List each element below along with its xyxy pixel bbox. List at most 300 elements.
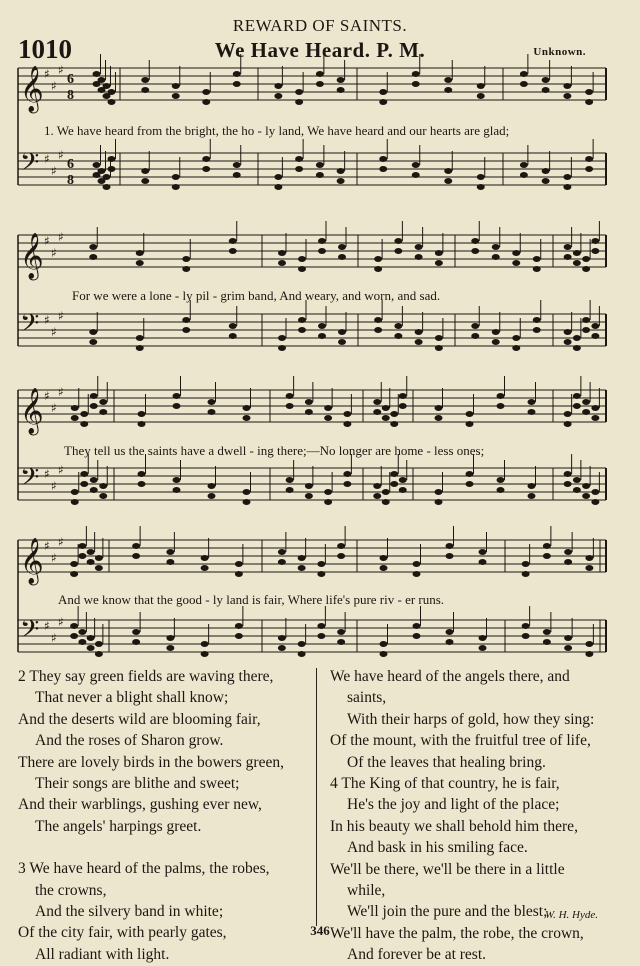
note-head <box>208 483 216 489</box>
note-head <box>520 81 528 87</box>
note-head <box>89 329 97 335</box>
note-head <box>343 471 351 477</box>
note-head <box>243 405 251 411</box>
lyric-line: For we were a lone - ly pil - grim band, And weary, and worn, and sad. <box>72 288 441 303</box>
note-head <box>582 327 590 333</box>
note-head <box>564 329 572 335</box>
note-head <box>229 323 237 329</box>
note-head <box>444 77 452 83</box>
note-head <box>374 256 382 262</box>
note-head <box>89 254 97 260</box>
note-head <box>305 483 313 489</box>
note-head <box>585 651 593 657</box>
note-head <box>497 487 505 493</box>
note-head <box>89 244 97 250</box>
note-head <box>380 641 388 647</box>
note-head <box>415 254 423 260</box>
note-head <box>98 77 106 83</box>
note-head <box>201 651 209 657</box>
note-head <box>298 327 306 333</box>
note-head <box>390 411 398 417</box>
note-head <box>564 645 572 651</box>
note-head <box>141 168 149 174</box>
note-head <box>138 421 146 427</box>
note-head <box>182 256 190 262</box>
note-head <box>235 571 243 577</box>
note-head <box>208 493 216 499</box>
note-head <box>298 256 306 262</box>
note-head <box>412 71 420 77</box>
note-head <box>492 254 500 260</box>
note-head <box>141 178 149 184</box>
composer-credit: Unknown. <box>533 46 586 58</box>
note-head <box>343 481 351 487</box>
note-head <box>497 403 505 409</box>
note-head <box>278 335 286 341</box>
note-head <box>70 561 78 567</box>
note-head <box>173 403 181 409</box>
note-head <box>103 174 111 180</box>
note-head <box>87 549 95 555</box>
note-head <box>497 477 505 483</box>
note-head <box>542 77 550 83</box>
note-head <box>132 639 140 645</box>
note-head <box>471 333 479 339</box>
note-head <box>582 493 590 499</box>
note-head <box>243 489 251 495</box>
note-head <box>435 260 443 266</box>
note-head <box>543 639 551 645</box>
note-head <box>78 629 86 635</box>
note-head <box>492 339 500 345</box>
note-head <box>520 162 528 168</box>
note-head <box>591 323 599 329</box>
note-head <box>512 345 520 351</box>
sharp-sign: ♯ <box>44 313 50 327</box>
note-head <box>108 89 116 95</box>
bass-clef: 𝄢 <box>20 463 40 498</box>
note-head <box>379 89 387 95</box>
note-head <box>166 549 174 555</box>
note-head <box>202 156 210 162</box>
note-head <box>446 629 454 635</box>
note-head <box>512 260 520 266</box>
note-head <box>278 635 286 641</box>
note-head <box>71 489 79 495</box>
note-head <box>278 549 286 555</box>
note-head <box>374 317 382 323</box>
note-head <box>412 81 420 87</box>
sharp-sign: ♯ <box>58 463 64 477</box>
note-head <box>278 250 286 256</box>
verse-line: while, <box>347 882 386 900</box>
note-head <box>413 561 421 567</box>
note-head <box>471 248 479 254</box>
note-head <box>274 184 282 190</box>
note-head <box>295 99 303 105</box>
note-head <box>471 238 479 244</box>
note-head <box>573 477 581 483</box>
note-head <box>278 645 286 651</box>
note-head <box>298 317 306 323</box>
note-head <box>413 571 421 577</box>
note-head <box>80 481 88 487</box>
note-head <box>533 266 541 272</box>
verse-line: And their warblings, gushing ever new, <box>18 796 262 814</box>
note-head <box>435 415 443 421</box>
verse-line: He's the joy and light of the place; <box>347 796 560 814</box>
note-head <box>435 405 443 411</box>
note-head <box>136 335 144 341</box>
note-head <box>563 174 571 180</box>
note-head <box>373 493 381 499</box>
note-head <box>512 335 520 341</box>
note-head <box>87 635 95 641</box>
note-head <box>591 333 599 339</box>
note-head <box>573 393 581 399</box>
note-head <box>390 481 398 487</box>
note-head <box>298 266 306 272</box>
note-head <box>90 487 98 493</box>
note-head <box>208 399 216 405</box>
verse-line: In his beauty we shall behold him there, <box>330 817 578 835</box>
verse-line: 3 We have heard of the palms, the robes, <box>18 860 270 878</box>
note-head <box>479 559 487 565</box>
note-head <box>477 83 485 89</box>
note-head <box>233 71 241 77</box>
note-head <box>337 553 345 559</box>
sharp-sign: ♯ <box>58 230 64 244</box>
note-head <box>522 623 530 629</box>
note-head <box>563 83 571 89</box>
note-head <box>522 571 530 577</box>
note-head <box>379 156 387 162</box>
note-head <box>132 553 140 559</box>
note-head <box>298 641 306 647</box>
note-head <box>338 339 346 345</box>
note-head <box>201 565 209 571</box>
note-head <box>446 553 454 559</box>
note-head <box>202 99 210 105</box>
verse-line: There are lovely birds in the bowers green, <box>18 753 284 771</box>
note-head <box>591 248 599 254</box>
note-head <box>585 555 593 561</box>
note-head <box>564 481 572 487</box>
note-head <box>93 162 101 168</box>
sharp-sign: ♯ <box>58 615 64 629</box>
note-head <box>229 248 237 254</box>
author-attribution: W. H. Hyde. <box>544 909 598 921</box>
note-head <box>394 323 402 329</box>
note-head <box>173 487 181 493</box>
verse-line: And the deserts wild are blooming fair, <box>18 710 261 728</box>
note-head <box>95 555 103 561</box>
note-head <box>563 93 571 99</box>
note-head <box>390 421 398 427</box>
verse-line: And the roses of Sharon grow. <box>35 732 224 750</box>
note-head <box>80 411 88 417</box>
note-head <box>477 174 485 180</box>
page-number: 346 <box>310 923 330 938</box>
sharp-sign: ♯ <box>51 631 57 645</box>
note-head <box>435 489 443 495</box>
note-head <box>235 561 243 567</box>
note-head <box>563 184 571 190</box>
note-head <box>573 345 581 351</box>
hymn-title: We Have Heard. P. M. <box>214 38 426 62</box>
note-head <box>444 178 452 184</box>
note-head <box>573 403 581 409</box>
note-head <box>202 89 210 95</box>
note-head <box>243 499 251 505</box>
note-head <box>305 493 313 499</box>
note-head <box>138 411 146 417</box>
note-head <box>316 81 324 87</box>
note-head <box>295 156 303 162</box>
note-head <box>522 633 530 639</box>
note-head <box>520 71 528 77</box>
note-head <box>243 415 251 421</box>
note-head <box>591 405 599 411</box>
note-head <box>99 399 107 405</box>
note-head <box>89 339 97 345</box>
note-head <box>444 87 452 93</box>
note-head <box>585 565 593 571</box>
sharp-sign: ♯ <box>44 67 50 81</box>
note-head <box>582 317 590 323</box>
treble-clef: 𝄞 <box>20 388 44 434</box>
note-head <box>278 345 286 351</box>
note-head <box>585 156 593 162</box>
note-head <box>528 409 536 415</box>
note-head <box>173 393 181 399</box>
treble-clef: 𝄞 <box>20 538 44 584</box>
note-head <box>373 399 381 405</box>
note-head <box>479 635 487 641</box>
note-head <box>533 256 541 262</box>
note-head <box>477 93 485 99</box>
note-head <box>317 633 325 639</box>
note-head <box>564 254 572 260</box>
note-head <box>90 477 98 483</box>
note-head <box>324 499 332 505</box>
note-head <box>497 393 505 399</box>
note-head <box>492 329 500 335</box>
note-head <box>80 471 88 477</box>
sharp-sign: ♯ <box>51 479 57 493</box>
note-head <box>70 633 78 639</box>
note-head <box>295 89 303 95</box>
verse-line: We'll have the palm, the robe, the crown, <box>330 924 584 942</box>
verse-line: Their songs are blithe and sweet; <box>35 775 240 793</box>
note-head <box>337 168 345 174</box>
sharp-sign: ♯ <box>51 246 57 260</box>
note-head <box>528 493 536 499</box>
verse-line <box>18 837 284 858</box>
note-head <box>324 415 332 421</box>
note-head <box>316 162 324 168</box>
sharp-sign: ♯ <box>51 164 57 178</box>
note-head <box>390 471 398 477</box>
note-head <box>522 561 530 567</box>
note-head <box>138 471 146 477</box>
hymn-number: 1010 <box>18 34 72 64</box>
note-head <box>201 641 209 647</box>
note-head <box>415 339 423 345</box>
note-head <box>235 633 243 639</box>
note-head <box>87 645 95 651</box>
note-head <box>399 403 407 409</box>
sharp-sign: ♯ <box>58 385 64 399</box>
note-head <box>399 487 407 493</box>
note-head <box>278 260 286 266</box>
note-head <box>98 168 106 174</box>
note-head <box>70 571 78 577</box>
section-title: REWARD OF SAINTS. <box>232 16 408 35</box>
note-head <box>399 393 407 399</box>
note-head <box>373 409 381 415</box>
note-head <box>564 339 572 345</box>
note-head <box>582 266 590 272</box>
sharp-sign: ♯ <box>44 389 50 403</box>
note-head <box>373 483 381 489</box>
note-head <box>542 178 550 184</box>
note-head <box>446 639 454 645</box>
note-head <box>379 99 387 105</box>
note-head <box>70 623 78 629</box>
note-head <box>542 168 550 174</box>
note-head <box>585 166 593 172</box>
note-head <box>298 651 306 657</box>
note-head <box>477 184 485 190</box>
note-head <box>380 565 388 571</box>
note-head <box>520 172 528 178</box>
note-head <box>533 327 541 333</box>
lyric-line: 1. We have heard from the bright, the ho - ly land, We have heard and our hearts are glad; <box>44 123 510 138</box>
note-head <box>582 256 590 262</box>
time-signature: 6 <box>67 157 74 172</box>
note-head <box>343 411 351 417</box>
note-head <box>166 645 174 651</box>
treble-clef: 𝄞 <box>20 66 44 112</box>
note-head <box>466 421 474 427</box>
note-head <box>298 555 306 561</box>
note-head <box>564 559 572 565</box>
note-head <box>201 555 209 561</box>
note-head <box>172 174 180 180</box>
sharp-sign: ♯ <box>51 79 57 93</box>
sharp-sign: ♯ <box>51 551 57 565</box>
note-head <box>90 403 98 409</box>
note-head <box>413 633 421 639</box>
lyric-line: They tell us the saints have a dwell - ing there;—No longer are home - less ones; <box>64 443 485 458</box>
note-head <box>543 629 551 635</box>
note-head <box>337 77 345 83</box>
note-head <box>229 238 237 244</box>
note-head <box>394 333 402 339</box>
note-head <box>233 162 241 168</box>
note-head <box>136 250 144 256</box>
verse-line: 2 They say green fields are waving there, <box>18 668 274 685</box>
note-head <box>374 266 382 272</box>
verse-line: We have heard of the angels there, and <box>330 668 570 685</box>
verses-left-column <box>18 666 284 965</box>
note-head <box>573 250 581 256</box>
note-head <box>337 543 345 549</box>
note-head <box>286 477 294 483</box>
note-head <box>132 543 140 549</box>
verse-line: The angels' harpings greet. <box>35 817 202 835</box>
time-signature: 8 <box>67 88 74 103</box>
verse-line: Of the mount, with the fruitful tree of life, <box>330 732 591 750</box>
note-head <box>543 543 551 549</box>
note-head <box>298 565 306 571</box>
note-head <box>338 329 346 335</box>
note-head <box>235 623 243 629</box>
note-head <box>585 641 593 647</box>
note-head <box>591 489 599 495</box>
note-head <box>435 250 443 256</box>
sharp-sign: ♯ <box>58 309 64 323</box>
note-head <box>564 411 572 417</box>
note-head <box>99 409 107 415</box>
note-head <box>78 553 86 559</box>
sharp-sign: ♯ <box>44 539 50 553</box>
verse-line: And the silvery band in white; <box>35 903 224 921</box>
note-head <box>71 415 79 421</box>
verse-line: 4 The King of that country, he is fair, <box>330 775 560 793</box>
note-head <box>564 244 572 250</box>
note-head <box>316 172 324 178</box>
note-head <box>413 623 421 629</box>
treble-clef: 𝄞 <box>20 233 44 279</box>
note-head <box>337 629 345 635</box>
note-head <box>233 81 241 87</box>
note-head <box>90 393 98 399</box>
verse-line: And bask in his smiling face. <box>347 839 528 857</box>
note-head <box>466 411 474 417</box>
note-head <box>172 184 180 190</box>
verse-line: That never a blight shall know; <box>35 689 229 707</box>
note-head <box>479 645 487 651</box>
note-head <box>317 623 325 629</box>
sharp-sign: ♯ <box>44 619 50 633</box>
note-head <box>446 543 454 549</box>
bass-clef: 𝄢 <box>20 309 40 344</box>
note-head <box>343 421 351 427</box>
note-head <box>286 403 294 409</box>
note-head <box>479 549 487 555</box>
note-head <box>337 87 345 93</box>
sharp-sign: ♯ <box>44 152 50 166</box>
note-head <box>337 639 345 645</box>
note-head <box>338 244 346 250</box>
note-head <box>444 168 452 174</box>
note-head <box>141 77 149 83</box>
note-head <box>399 477 407 483</box>
note-head <box>492 244 500 250</box>
sharp-sign: ♯ <box>44 467 50 481</box>
note-head <box>317 561 325 567</box>
note-head <box>591 238 599 244</box>
verse-line: We'll join the pure and the blest; <box>347 903 548 921</box>
verse-line: All radiant with light. <box>35 945 170 963</box>
note-head <box>78 543 86 549</box>
note-head <box>166 559 174 565</box>
note-head <box>95 641 103 647</box>
note-head <box>582 409 590 415</box>
note-head <box>318 248 326 254</box>
